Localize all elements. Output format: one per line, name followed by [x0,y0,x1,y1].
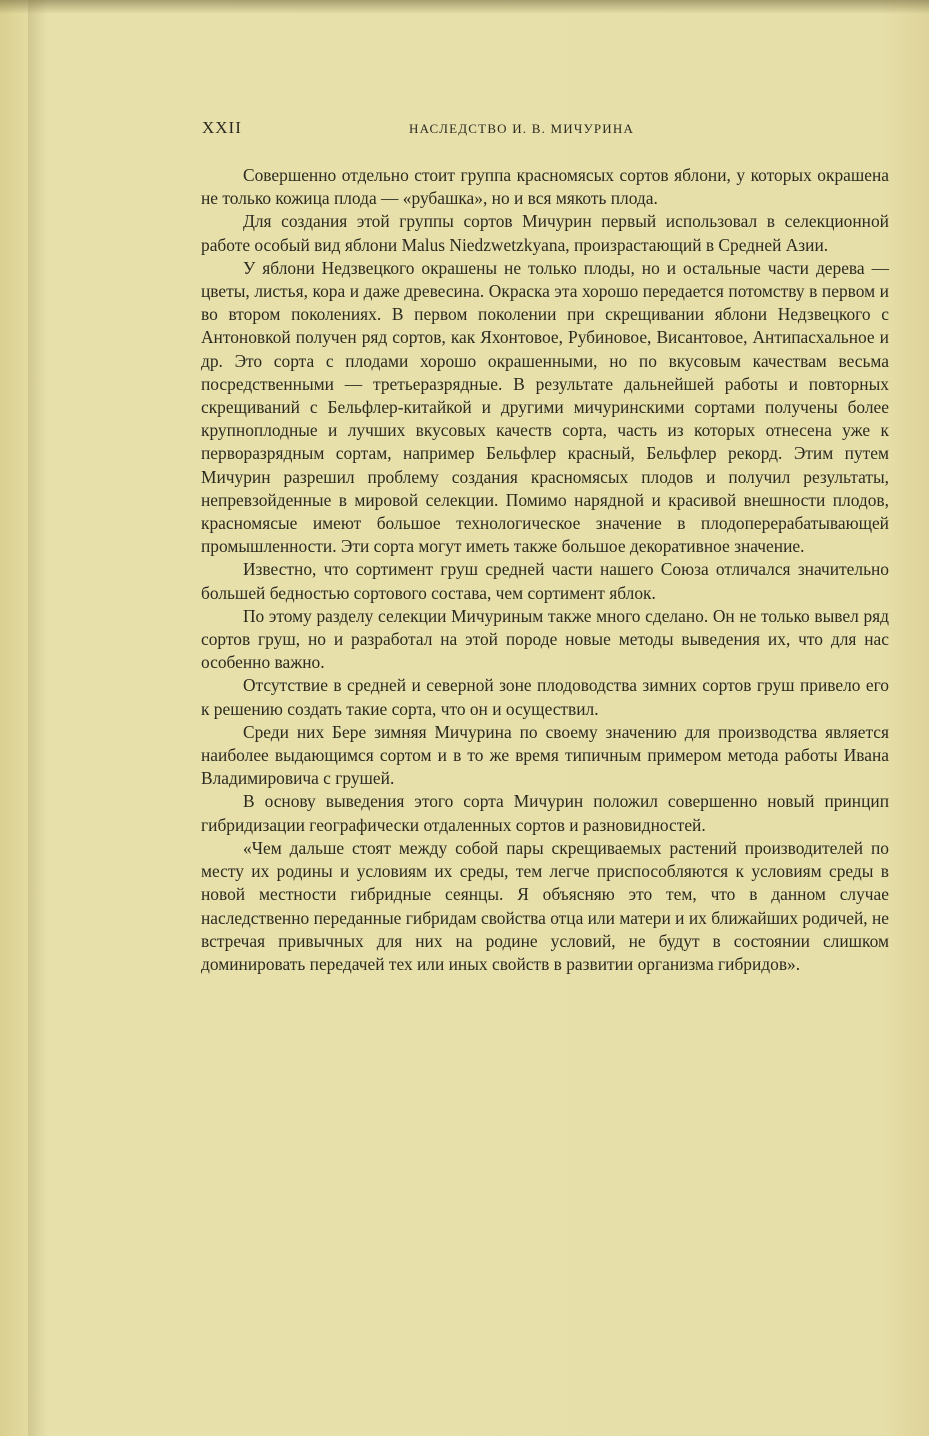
paragraph: В основу выведения этого сорта Мичурин положил совершенно новый принцип гибридизации географически отдаленных сортов и разновидностей. [201,791,889,835]
page-number: XXII [202,118,242,137]
paragraph: У яблони Недзвецкого окрашены не только плоды, но и остальные части дерева — цветы, листья, кора и даже древесина. Окраска эта хорошо передается потомству в первом и во втором поколениях. В первом поколении при скрещивании яблони Недзвецкого с Антоновкой получен ряд сортов, как Яхонтовое, Рубиновое, Висантовое, Антипасхальное и др. Это сорта с плодами хорошо окрашенными, но по вкусовым качествам весьма посредственными — третьеразрядные. В результате дальнейшей работы и повторных скрещиваний с Бельфлер-китайкой и другими мичуринскими сортами получены более крупноплодные и лучших вкусовых качеств сорта, часть из которых отнесена уже к перворазрядным сортам, например Бельфлер красный, Бельфлер рекорд. Этим путем Мичурин разрешил проблему создания красномясых плодов и получил результаты, непревзойденные в мировой селекции. Помимо нарядной и красивой внешности плодов, красномясые имеют большое технологическое значение в плодоперерабатывающей промышленности. Эти сорта могут иметь также большое декоративное значение. [201,257,889,557]
binding-edge [28,0,46,1436]
paragraph: Совершенно отдельно стоит группа красномясых сортов яблони, у которых окрашена не только кожица плода — «рубашка», но и вся мякоть плода. [201,165,889,209]
paragraph: Известно, что сортимент груш средней части нашего Союза отличался значительно большей бедностью сортового состава, чем сортимент яблок. [201,559,889,603]
paragraph: По этому разделу селекции Мичуриным также много сделано. Он не только вывел ряд сортов груш, но и разработал на этой породе новые методы выведения их, что для нас особенно важно. [201,605,889,673]
paragraph: Отсутствие в средней и северной зоне плодоводства зимних сортов груш привело его к решению создать такие сорта, что он и осуществил. [201,675,889,719]
paragraph: Среди них Бере зимняя Мичурина по своему значению для производства является наиболее выдающимся сортом и в то же время типичным примером метода работы Ивана Владимировича с грушей. [201,721,889,789]
scan-top-shadow [0,0,929,14]
paragraph: Для создания этой группы сортов Мичурин первый использовал в селекционной работе особый вид яблони Malus Niedzwetzkyana, произрастающий в Средней Азии. [201,211,889,255]
paragraph: «Чем дальше стоят между собой пары скрещиваемых растений производителей по месту их родины и условиям их среды, тем легче приспособляются к условиям среды в новой местности гибридные сеянцы. Я объясняю это тем, что в данном случае наследственно переданные гибридам свойства отца или матери и их ближайших родичей, не встречая привычных для них на родине условий, не будут в состоянии слишком доминировать передачей тех или иных свойств в развитии организма гибридов». [201,837,889,974]
running-head [202,118,892,142]
body-text [201,164,889,976]
running-title: НАСЛЕДСТВО И. В. МИЧУРИНА [409,121,635,136]
